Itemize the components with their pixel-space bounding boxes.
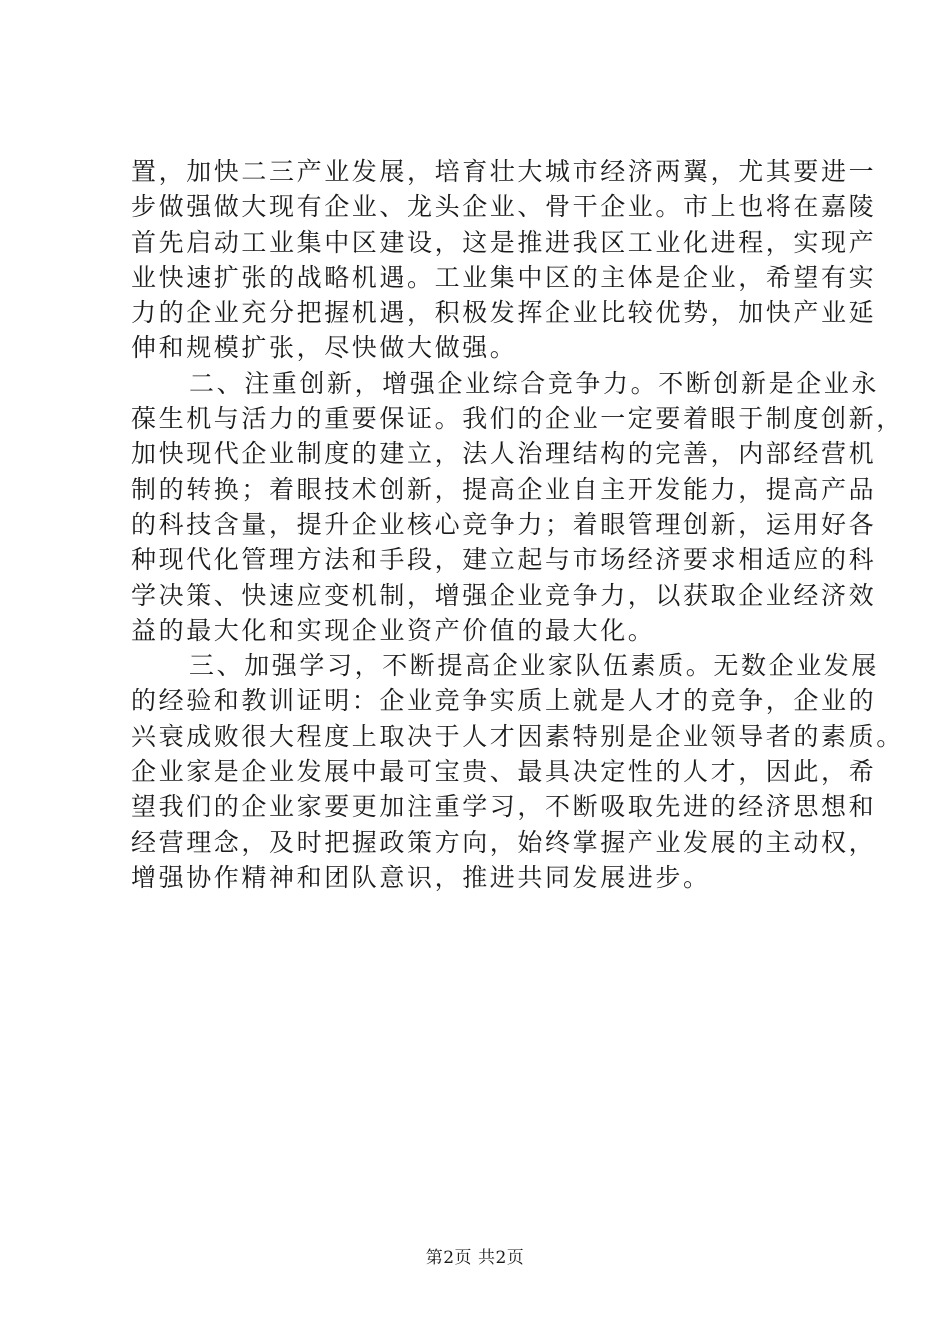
- text-line: 制的转换；着眼技术创新，提高企业自主开发能力，提高产品: [131, 474, 877, 504]
- text-line: 经营理念，及时把握政策方向，始终掌握产业发展的主动权，: [131, 827, 877, 857]
- section-heading-line: 三、加强学习，不断提高企业家队伍素质。无数企业发展: [189, 651, 880, 681]
- document-body: [131, 154, 904, 895]
- text-line: 加快现代企业制度的建立，法人治理结构的完善，内部经营机: [131, 439, 877, 469]
- text-line: 步做强做大现有企业、龙头企业、骨干企业。市上也将在嘉陵: [131, 192, 877, 222]
- text-line: 种现代化管理方法和手段，建立起与市场经济要求相适应的科: [131, 545, 877, 575]
- page-number-footer: 第2页 共2页: [425, 1248, 525, 1268]
- text-line: 的科技含量，提升企业核心竞争力；着眼管理创新，运用好各: [131, 509, 877, 539]
- text-line: 伸和规模扩张，尽快做大做强。: [131, 333, 518, 363]
- text-line: 兴衰成败很大程度上取决于人才因素特别是企业领导者的素质。: [131, 721, 904, 751]
- text-line: 置，加快二三产业发展，培育壮大城市经济两翼，尤其要进一: [131, 157, 877, 186]
- text-line: 学决策、快速应变机制，增强企业竞争力，以获取企业经济效: [131, 580, 877, 610]
- text-line: 增强协作精神和团队意识，推进共同发展进步。: [131, 862, 711, 892]
- text-line: 益的最大化和实现企业资产价值的最大化。: [131, 615, 656, 645]
- text-line: 望我们的企业家要更加注重学习，不断吸取先进的经济思想和: [131, 792, 877, 822]
- section-heading-line: 二、注重创新，增强企业综合竞争力。不断创新是企业永: [189, 368, 880, 398]
- text-line: 企业家是企业发展中最可宝贵、最具决定性的人才，因此，希: [131, 757, 877, 787]
- text-line: 力的企业充分把握机遇，积极发挥企业比较优势，加快产业延: [131, 298, 877, 328]
- text-line: 首先启动工业集中区建设，这是推进我区工业化进程，实现产: [131, 227, 877, 257]
- text-line: 的经验和教训证明：企业竞争实质上就是人才的竞争，企业的: [131, 686, 877, 716]
- text-line: 葆生机与活力的重要保证。我们的企业一定要着眼于制度创新，: [131, 404, 904, 434]
- text-line: 业快速扩张的战略机遇。工业集中区的主体是企业，希望有实: [131, 262, 877, 292]
